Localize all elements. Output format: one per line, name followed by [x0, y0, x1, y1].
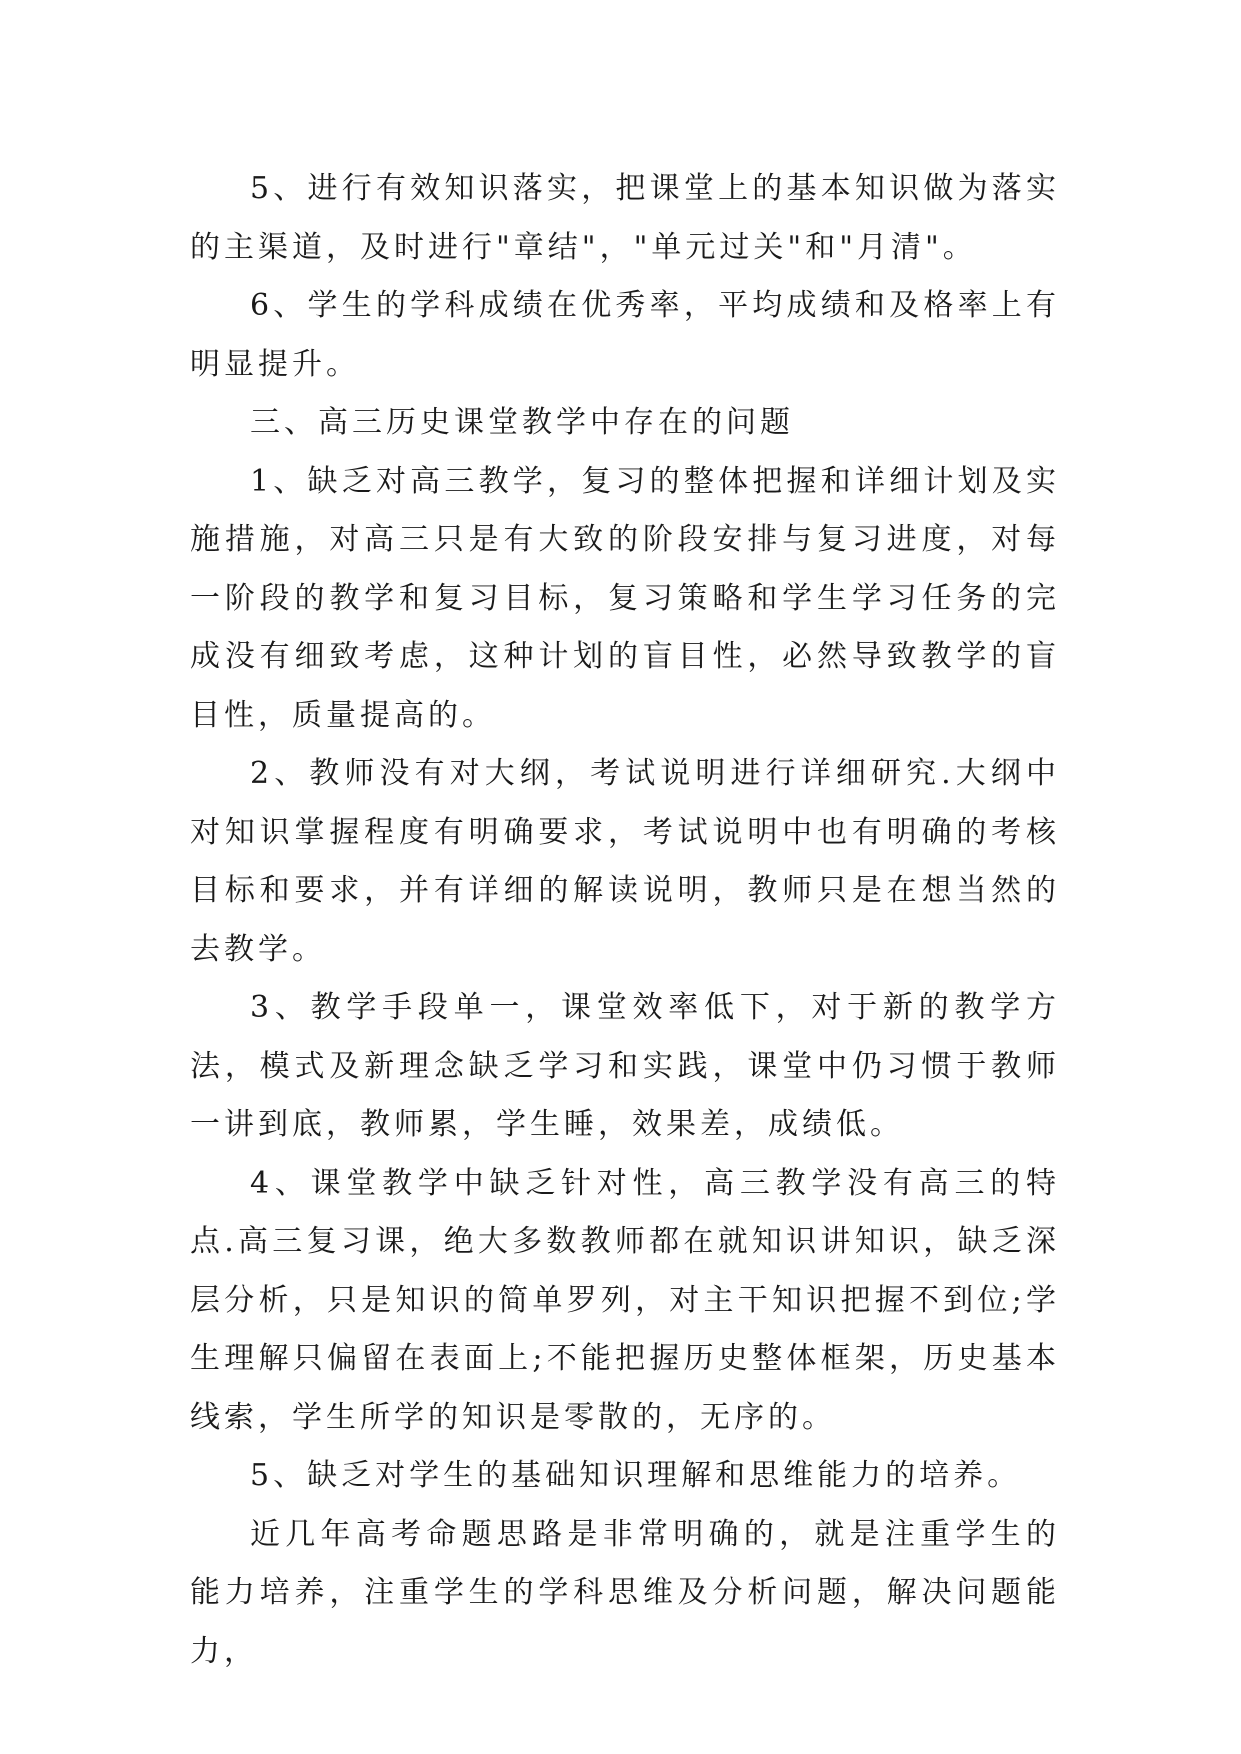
paragraph-problem-1: 1、缺乏对高三教学，复习的整体把握和详细计划及实施措施，对高三只是有大致的阶段安排与复习进度，对每一阶段的教学和复习目标，复习策略和学生学习任务的完成没有细致考虑，这种计划的盲目性，必然导致教学的盲目性，质量提高的。	[190, 463, 1060, 733]
paragraph-grade-improvement: 6、学生的学科成绩在优秀率，平均成绩和及格率上有明显提升。	[190, 288, 1060, 382]
paragraph-problem-2: 2、教师没有对大纲，考试说明进行详细研究.大纲中对知识掌握程度有明确要求，考试说明中也有明确的考核目标和要求，并有详细的解读说明，教师只是在想当然的去教学。	[190, 756, 1060, 967]
paragraph-knowledge-implementation: 5、进行有效知识落实，把课堂上的基本知识做为落实的主渠道，及时进行"章结"，"单元过关"和"月清"。	[190, 171, 1060, 265]
paragraph-problem-3: 3、教学手段单一，课堂效率低下，对于新的教学方法，模式及新理念缺乏学习和实践，课堂中仍习惯于教师一讲到底，教师累，学生睡，效果差，成绩低。	[190, 990, 1060, 1142]
paragraph-problem-4: 4、课堂教学中缺乏针对性，高三教学没有高三的特点.高三复习课，绝大多数教师都在就知识讲知识，缺乏深层分析，只是知识的简单罗列，对主干知识把握不到位;学生理解只偏留在表面上;不能把握历史整体框架，历史基本线索，学生所学的知识是零散的，无序的。	[190, 1165, 1060, 1435]
document-body	[190, 160, 1060, 1681]
paragraph-exam-trend: 近几年高考命题思路是非常明确的，就是注重学生的能力培养，注重学生的学科思维及分析问题，解决问题能力，	[190, 1516, 1060, 1669]
paragraph-problem-5: 5、缺乏对学生的基础知识理解和思维能力的培养。	[250, 1458, 1022, 1493]
section-heading-problems: 三、高三历史课堂教学中存在的问题	[250, 405, 794, 440]
